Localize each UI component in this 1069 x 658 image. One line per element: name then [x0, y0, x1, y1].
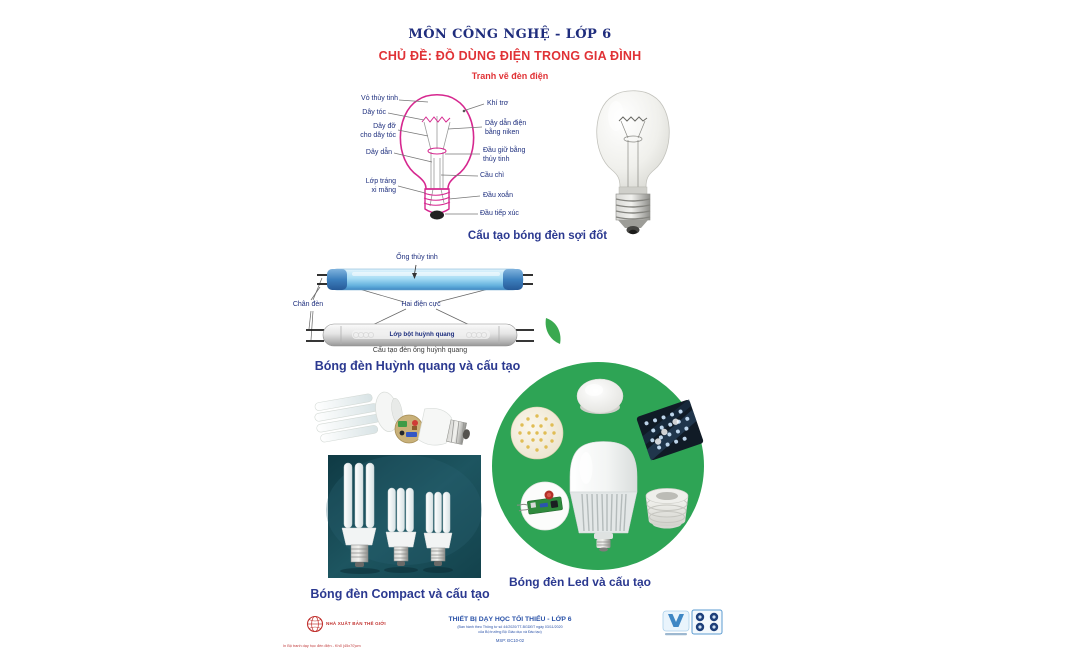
incandescent-bulb-diagram: [388, 95, 484, 220]
label-electrodes: Hai điện cực: [401, 301, 441, 308]
certification-logo: [692, 610, 722, 634]
page-title-subject: MÔN CÔNG NGHỆ - LỚP 6: [408, 27, 612, 42]
label-screw-cap: Đầu xoắn: [483, 192, 513, 199]
incandescent-bulb-photo: [597, 91, 670, 234]
led-dome-cover: [577, 379, 623, 414]
label-lead-wire: Dây dẫn: [365, 149, 392, 156]
page-subtitle: Tranh vẽ đèn điện: [471, 71, 549, 81]
label-phosphor-coating: Lớp bột huỳnh quang: [389, 331, 455, 338]
led-collage: [492, 362, 704, 570]
compact-disassembled-photo: [312, 389, 473, 453]
label-fuse: Cầu chì: [480, 172, 505, 179]
label-glass-holder: Đầu giữ bằng thủy tinh: [483, 147, 526, 163]
label-contact-point: Đầu tiếp xúc: [480, 210, 519, 217]
label-glass-tube: Ống thủy tinh: [396, 254, 438, 261]
caption-led: Bóng đèn Led và cấu tạo: [508, 575, 652, 589]
distributor-logo: [663, 611, 689, 635]
footer-doc-code: MSP: ĐC10-02: [495, 638, 525, 643]
label-inert-gas: Khí trơ: [487, 100, 509, 107]
caption-compact: Bóng đèn Compact và cấu tạo: [310, 587, 490, 601]
page-title-topic: CHỦ ĐỀ: ĐỒ DÙNG ĐIỆN TRONG GIA ĐÌNH: [378, 49, 642, 63]
label-filament-support: Dây đỡ cho dây tóc: [360, 123, 396, 139]
caption-incandescent: Cấu tạo bóng đèn sợi đốt: [467, 230, 608, 242]
footer-doc-title: THIẾT BỊ DẠY HỌC TỐI THIỂU - LỚP 6: [448, 616, 572, 623]
led-lamp-housing: [646, 489, 688, 529]
label-cement-coating: Lớp tráng xi măng: [365, 178, 396, 194]
caption-fluorescent: Bóng đèn Huỳnh quang và cấu tạo: [314, 359, 521, 373]
label-nickel-wire: Dây dẫn điện bằng niken: [485, 120, 527, 136]
compact-bulbs-photo: [326, 455, 482, 578]
led-pcb-panel: [511, 407, 563, 459]
footer-print-line: In Bộ tranh dạy học đèn điện - Khổ (45x70)cm: [283, 644, 361, 648]
label-lamp-pins: Chân đèn: [292, 301, 324, 308]
publisher-name: NHÀ XUẤT BẢN THẾ GIỚI: [326, 621, 386, 626]
footer-doc-line2: (Ban hành theo Thông tư số 44/2020/TT-BGDĐT ngày 03/11/2020: [457, 625, 563, 629]
publisher-globe-logo: [308, 617, 323, 632]
sub-caption-fluorescent: Cấu tạo đèn ống huỳnh quang: [372, 347, 468, 354]
label-glass-shell: Vỏ thủy tinh: [361, 95, 398, 102]
leaf-decoration: [546, 318, 561, 344]
label-filament: Dây tóc: [362, 109, 386, 116]
footer-doc-line3: của Bộ trưởng Bộ Giáo dục và Đào tạo): [478, 630, 542, 634]
